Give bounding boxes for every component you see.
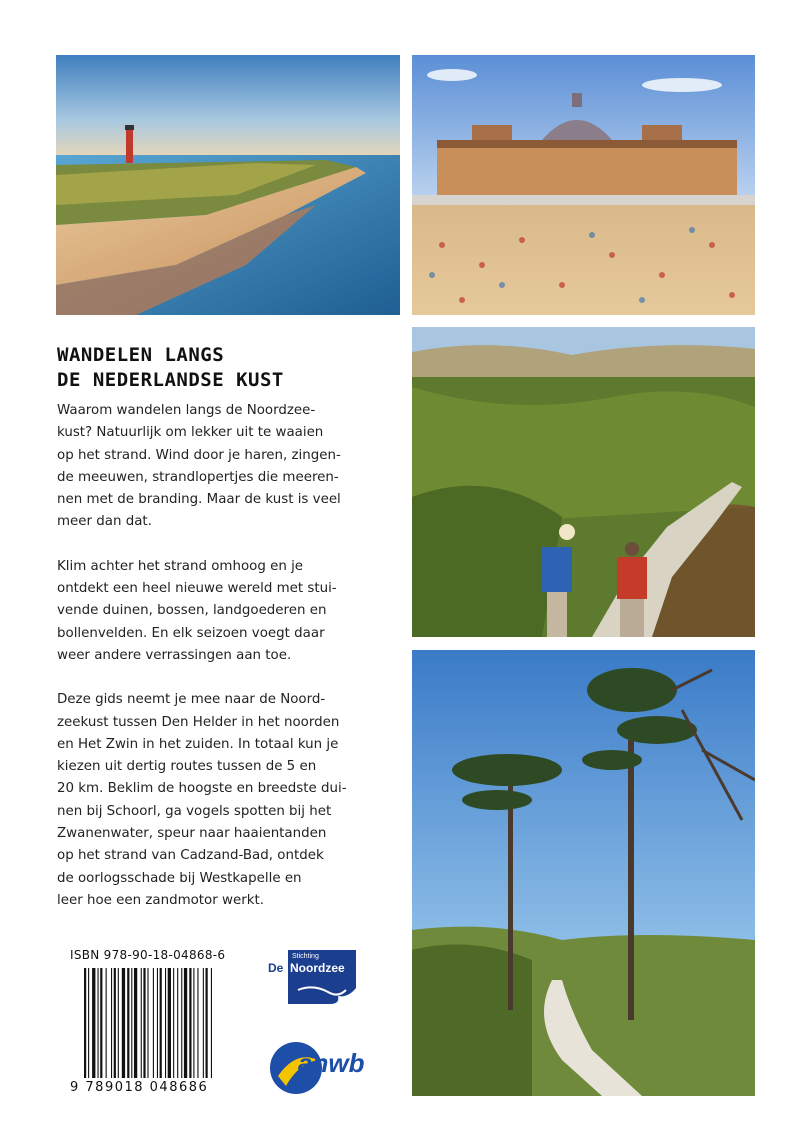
text-line: Waarom wandelen langs de Noordzee-: [57, 403, 316, 418]
text-line: leer hoe een zandmotor werkt.: [57, 892, 264, 908]
text-line: zeekust tussen Den Helder in het noorden: [57, 714, 340, 730]
barcode-bar: [203, 968, 204, 1078]
text-line: vende duinen, bossen, landgoederen en: [57, 603, 327, 619]
barcode-bar: [98, 968, 99, 1078]
barcode-bar: [153, 968, 154, 1078]
barcode-bar: [100, 968, 102, 1078]
barcode-bar: [197, 968, 198, 1078]
text-line: de meeuwen, strandlopertjes die meeren-: [57, 469, 339, 485]
text-line: Klim achter het strand omhoog en je: [57, 558, 304, 574]
lighthouse-coast-photo: [56, 55, 400, 315]
noordzee-name-text: Noordzee: [290, 961, 345, 975]
text-line: nen bij Schoorl, ga vogels spotten bij het: [57, 803, 332, 819]
barcode-bar: [160, 968, 162, 1078]
barcode-bar: [211, 968, 212, 1078]
isbn-label: ISBN 978-90-18-04868-6: [70, 948, 226, 962]
barcode-bar: [143, 968, 145, 1078]
text-line: op het strand. Wind door je haren, zingen-: [57, 447, 341, 463]
barcode-bar: [184, 968, 187, 1078]
barcode-bar: [157, 968, 158, 1078]
barcode-bar: [114, 968, 116, 1078]
barcode-bar: [122, 968, 125, 1078]
text-line: kust? Natuurlijk om lekker uit te waaien: [57, 425, 324, 441]
noordzee-small-text: Stichting: [292, 953, 319, 960]
text-line: en Het Zwin in het zuiden. In totaal kun je: [57, 736, 339, 752]
barcode-bar: [181, 968, 182, 1078]
paragraph-2: [57, 556, 387, 667]
paragraph-3: [57, 689, 387, 912]
barcode-bar: [134, 968, 137, 1078]
text-line: Deze gids neemt je mee naar de Noord-: [57, 692, 326, 708]
dune-hikers-photo: [412, 327, 755, 637]
barcode-digits: 9 789018 048686: [70, 1080, 209, 1095]
barcode-bar: [92, 968, 95, 1078]
text-line: weer andere verrassingen aan toe.: [57, 647, 292, 663]
page-heading: [57, 343, 397, 393]
barcode-bar: [165, 968, 166, 1078]
scheveningen-photo: [412, 55, 755, 315]
barcode-bar: [131, 968, 132, 1078]
text-line: ontdekt een heel nieuwe wereld met stui-: [57, 581, 337, 597]
noordzee-de-text: De: [268, 961, 284, 975]
barcode-bar: [111, 968, 112, 1078]
text-line: Zwanenwater, speur naar haaientanden: [57, 826, 327, 842]
text-line: 20 km. Beklim de hoogste en breedste dui-: [57, 781, 347, 797]
barcode-bar: [84, 968, 86, 1078]
barcode-bar: [206, 968, 208, 1078]
barcode-bar: [173, 968, 174, 1078]
text-line: meer dan dat.: [57, 514, 152, 530]
barcode-bar: [127, 968, 129, 1078]
heading-line-2: DE NEDERLANDSE KUST: [57, 369, 284, 391]
barcode-bar: [88, 968, 89, 1078]
text-line: nen met de branding. Maar de kust is veel: [57, 492, 341, 508]
barcode-bar: [189, 968, 191, 1078]
barcode-bar: [168, 968, 171, 1078]
barcode-bar: [193, 968, 194, 1078]
stichting-de-noordzee-logo: [268, 948, 358, 1006]
heading-line-1: WANDELEN LANGS: [57, 344, 225, 366]
barcode: [84, 968, 256, 1078]
paragraph-1: [57, 400, 387, 534]
barcode-bar: [141, 968, 142, 1078]
pine-trees-photo: [412, 650, 755, 1096]
text-line: bollenvelden. En elk seizoen voegt daar: [57, 625, 325, 641]
anwb-text: anwb: [298, 1048, 365, 1078]
text-line: de oorlogsschade bij Westkapelle en: [57, 870, 302, 886]
barcode-bar: [118, 968, 119, 1078]
text-line: op het strand van Cadzand-Bad, ontdek: [57, 848, 324, 864]
barcode-bar: [147, 968, 148, 1078]
anwb-logo: [268, 1030, 386, 1100]
text-line: kiezen uit dertig routes tussen de 5 en: [57, 759, 317, 775]
barcode-bar: [106, 968, 107, 1078]
barcode-bar: [177, 968, 178, 1078]
body-text: [57, 400, 387, 934]
